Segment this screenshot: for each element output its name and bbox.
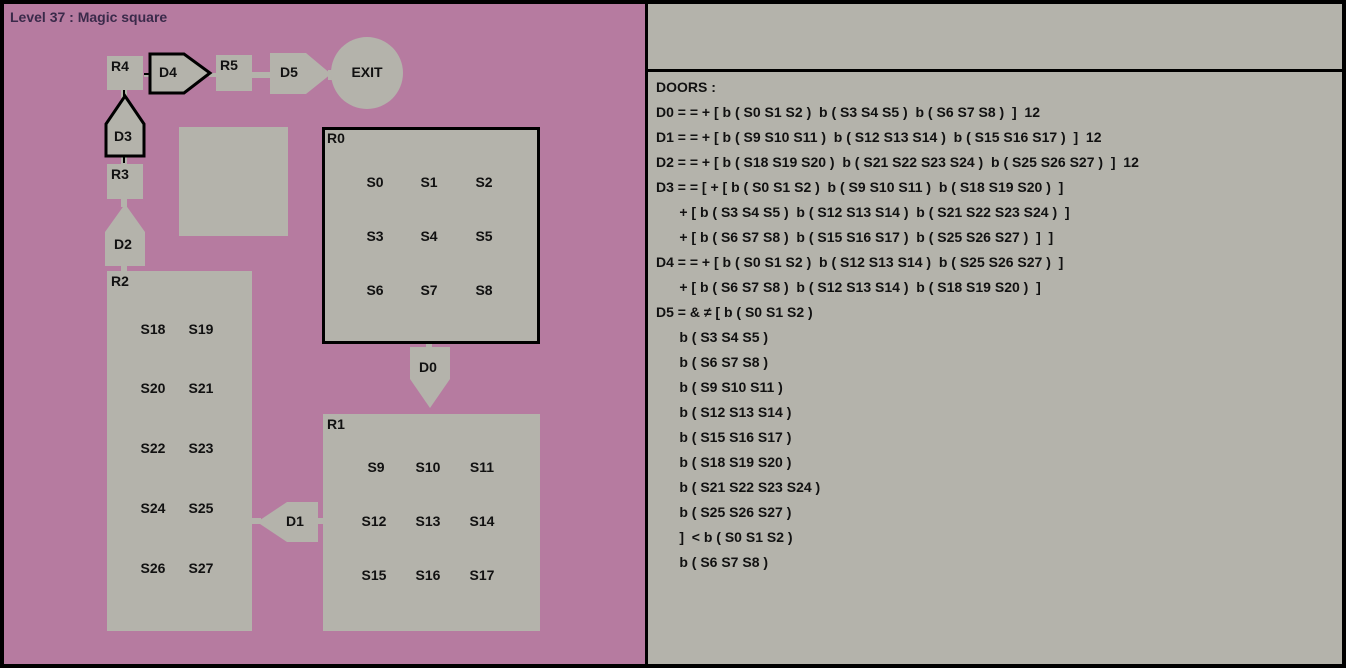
switch-s7[interactable]: S7	[420, 282, 438, 298]
room-r0-label: R0	[327, 130, 345, 146]
doors-line: D3 = = [ + [ b ( S0 S1 S2 ) b ( S9 S10 S11 ) b ( S18 S19 S20 ) ]	[656, 179, 1064, 195]
switch-s6[interactable]: S6	[366, 282, 384, 298]
switch-s26[interactable]: S26	[140, 560, 166, 576]
doors-line: D4 = = + [ b ( S0 S1 S2 ) b ( S12 S13 S14 ) b ( S25 S26 S27 ) ]	[656, 254, 1064, 270]
door-d3-label[interactable]: D3	[114, 128, 132, 144]
doors-line: b ( S6 S7 S8 )	[656, 354, 769, 370]
door-d0-label[interactable]: D0	[419, 359, 437, 375]
doors-line: D5 = & ≠ [ b ( S0 S1 S2 )	[656, 304, 813, 320]
doors-line: b ( S6 S7 S8 )	[656, 554, 769, 570]
info-panel-top	[648, 4, 1342, 69]
door-d1-label[interactable]: D1	[286, 513, 304, 529]
switch-s24[interactable]: S24	[140, 500, 166, 516]
switch-s11[interactable]: S11	[469, 459, 495, 475]
switch-s16[interactable]: S16	[415, 567, 441, 583]
switch-s25[interactable]: S25	[188, 500, 214, 516]
doors-line: b ( S25 S26 S27 )	[656, 504, 792, 520]
room-r2-label: R2	[111, 273, 129, 289]
switch-s8[interactable]: S8	[475, 282, 493, 298]
switch-s22[interactable]: S22	[140, 440, 166, 456]
map-panel	[4, 4, 645, 664]
room-r4-label: R4	[111, 58, 129, 74]
switch-s27[interactable]: S27	[188, 560, 214, 576]
doors-line: + [ b ( S6 S7 S8 ) b ( S12 S13 S14 ) b ( S18 S19 S20 ) ]	[656, 279, 1041, 295]
room-r1[interactable]	[323, 414, 540, 631]
door-d5-label[interactable]: D5	[280, 64, 298, 80]
switch-s19[interactable]: S19	[188, 321, 214, 337]
switch-s3[interactable]: S3	[366, 228, 384, 244]
switch-s2[interactable]: S2	[475, 174, 493, 190]
doors-line: + [ b ( S3 S4 S5 ) b ( S12 S13 S14 ) b ( S21 S22 S23 S24 ) ]	[656, 204, 1070, 220]
switch-s17[interactable]: S17	[469, 567, 495, 583]
door-d3-shape	[106, 96, 144, 156]
door-d2-shape	[105, 204, 145, 266]
switch-s12[interactable]: S12	[361, 513, 387, 529]
room-r2[interactable]	[107, 271, 252, 631]
doors-line: D0 = = + [ b ( S0 S1 S2 ) b ( S3 S4 S5 ) b ( S6 S7 S8 ) ] 12	[656, 104, 1040, 120]
switch-s20[interactable]: S20	[140, 380, 166, 396]
switch-s23[interactable]: S23	[188, 440, 214, 456]
switch-s0[interactable]: S0	[366, 174, 384, 190]
doors-line: + [ b ( S6 S7 S8 ) b ( S15 S16 S17 ) b ( S25 S26 S27 ) ] ]	[656, 229, 1054, 245]
doors-panel	[648, 72, 1342, 664]
door-d4-label[interactable]: D4	[159, 64, 177, 80]
switch-s5[interactable]: S5	[475, 228, 493, 244]
exit-circle[interactable]	[331, 37, 403, 109]
switch-s4[interactable]: S4	[420, 228, 438, 244]
door-d0-shape	[410, 347, 450, 408]
doors-line: D2 = = + [ b ( S18 S19 S20 ) b ( S21 S22 S23 S24 ) b ( S25 S26 S27 ) ] 12	[656, 154, 1139, 170]
doors-line: b ( S15 S16 S17 )	[656, 429, 792, 445]
doors-line: b ( S12 S13 S14 )	[656, 404, 792, 420]
room-r1-label: R1	[327, 416, 345, 432]
doors-line: b ( S9 S10 S11 )	[656, 379, 783, 395]
doors-heading: DOORS :	[656, 79, 716, 95]
room-r0[interactable]	[322, 127, 540, 344]
switch-s9[interactable]: S9	[367, 459, 385, 475]
switch-s13[interactable]: S13	[415, 513, 441, 529]
switch-s15[interactable]: S15	[361, 567, 387, 583]
doors-line: b ( S3 S4 S5 )	[656, 329, 769, 345]
door-d2-label[interactable]: D2	[114, 236, 132, 252]
room-r3-label: R3	[111, 166, 129, 182]
switch-s18[interactable]: S18	[140, 321, 166, 337]
switch-s1[interactable]: S1	[420, 174, 438, 190]
doors-line: D1 = = + [ b ( S9 S10 S11 ) b ( S12 S13 S14 ) b ( S15 S16 S17 ) ] 12	[656, 129, 1102, 145]
switch-s10[interactable]: S10	[415, 459, 441, 475]
doors-line: b ( S18 S19 S20 )	[656, 454, 792, 470]
doors-line: b ( S21 S22 S23 S24 )	[656, 479, 821, 495]
switch-s21[interactable]: S21	[188, 380, 214, 396]
level-title: Level 37 : Magic square	[10, 9, 168, 25]
room-r5-label: R5	[220, 57, 238, 73]
doors-line: ] < b ( S0 S1 S2 )	[656, 529, 793, 545]
switch-s14[interactable]: S14	[469, 513, 495, 529]
exit-label: EXIT	[351, 64, 383, 80]
